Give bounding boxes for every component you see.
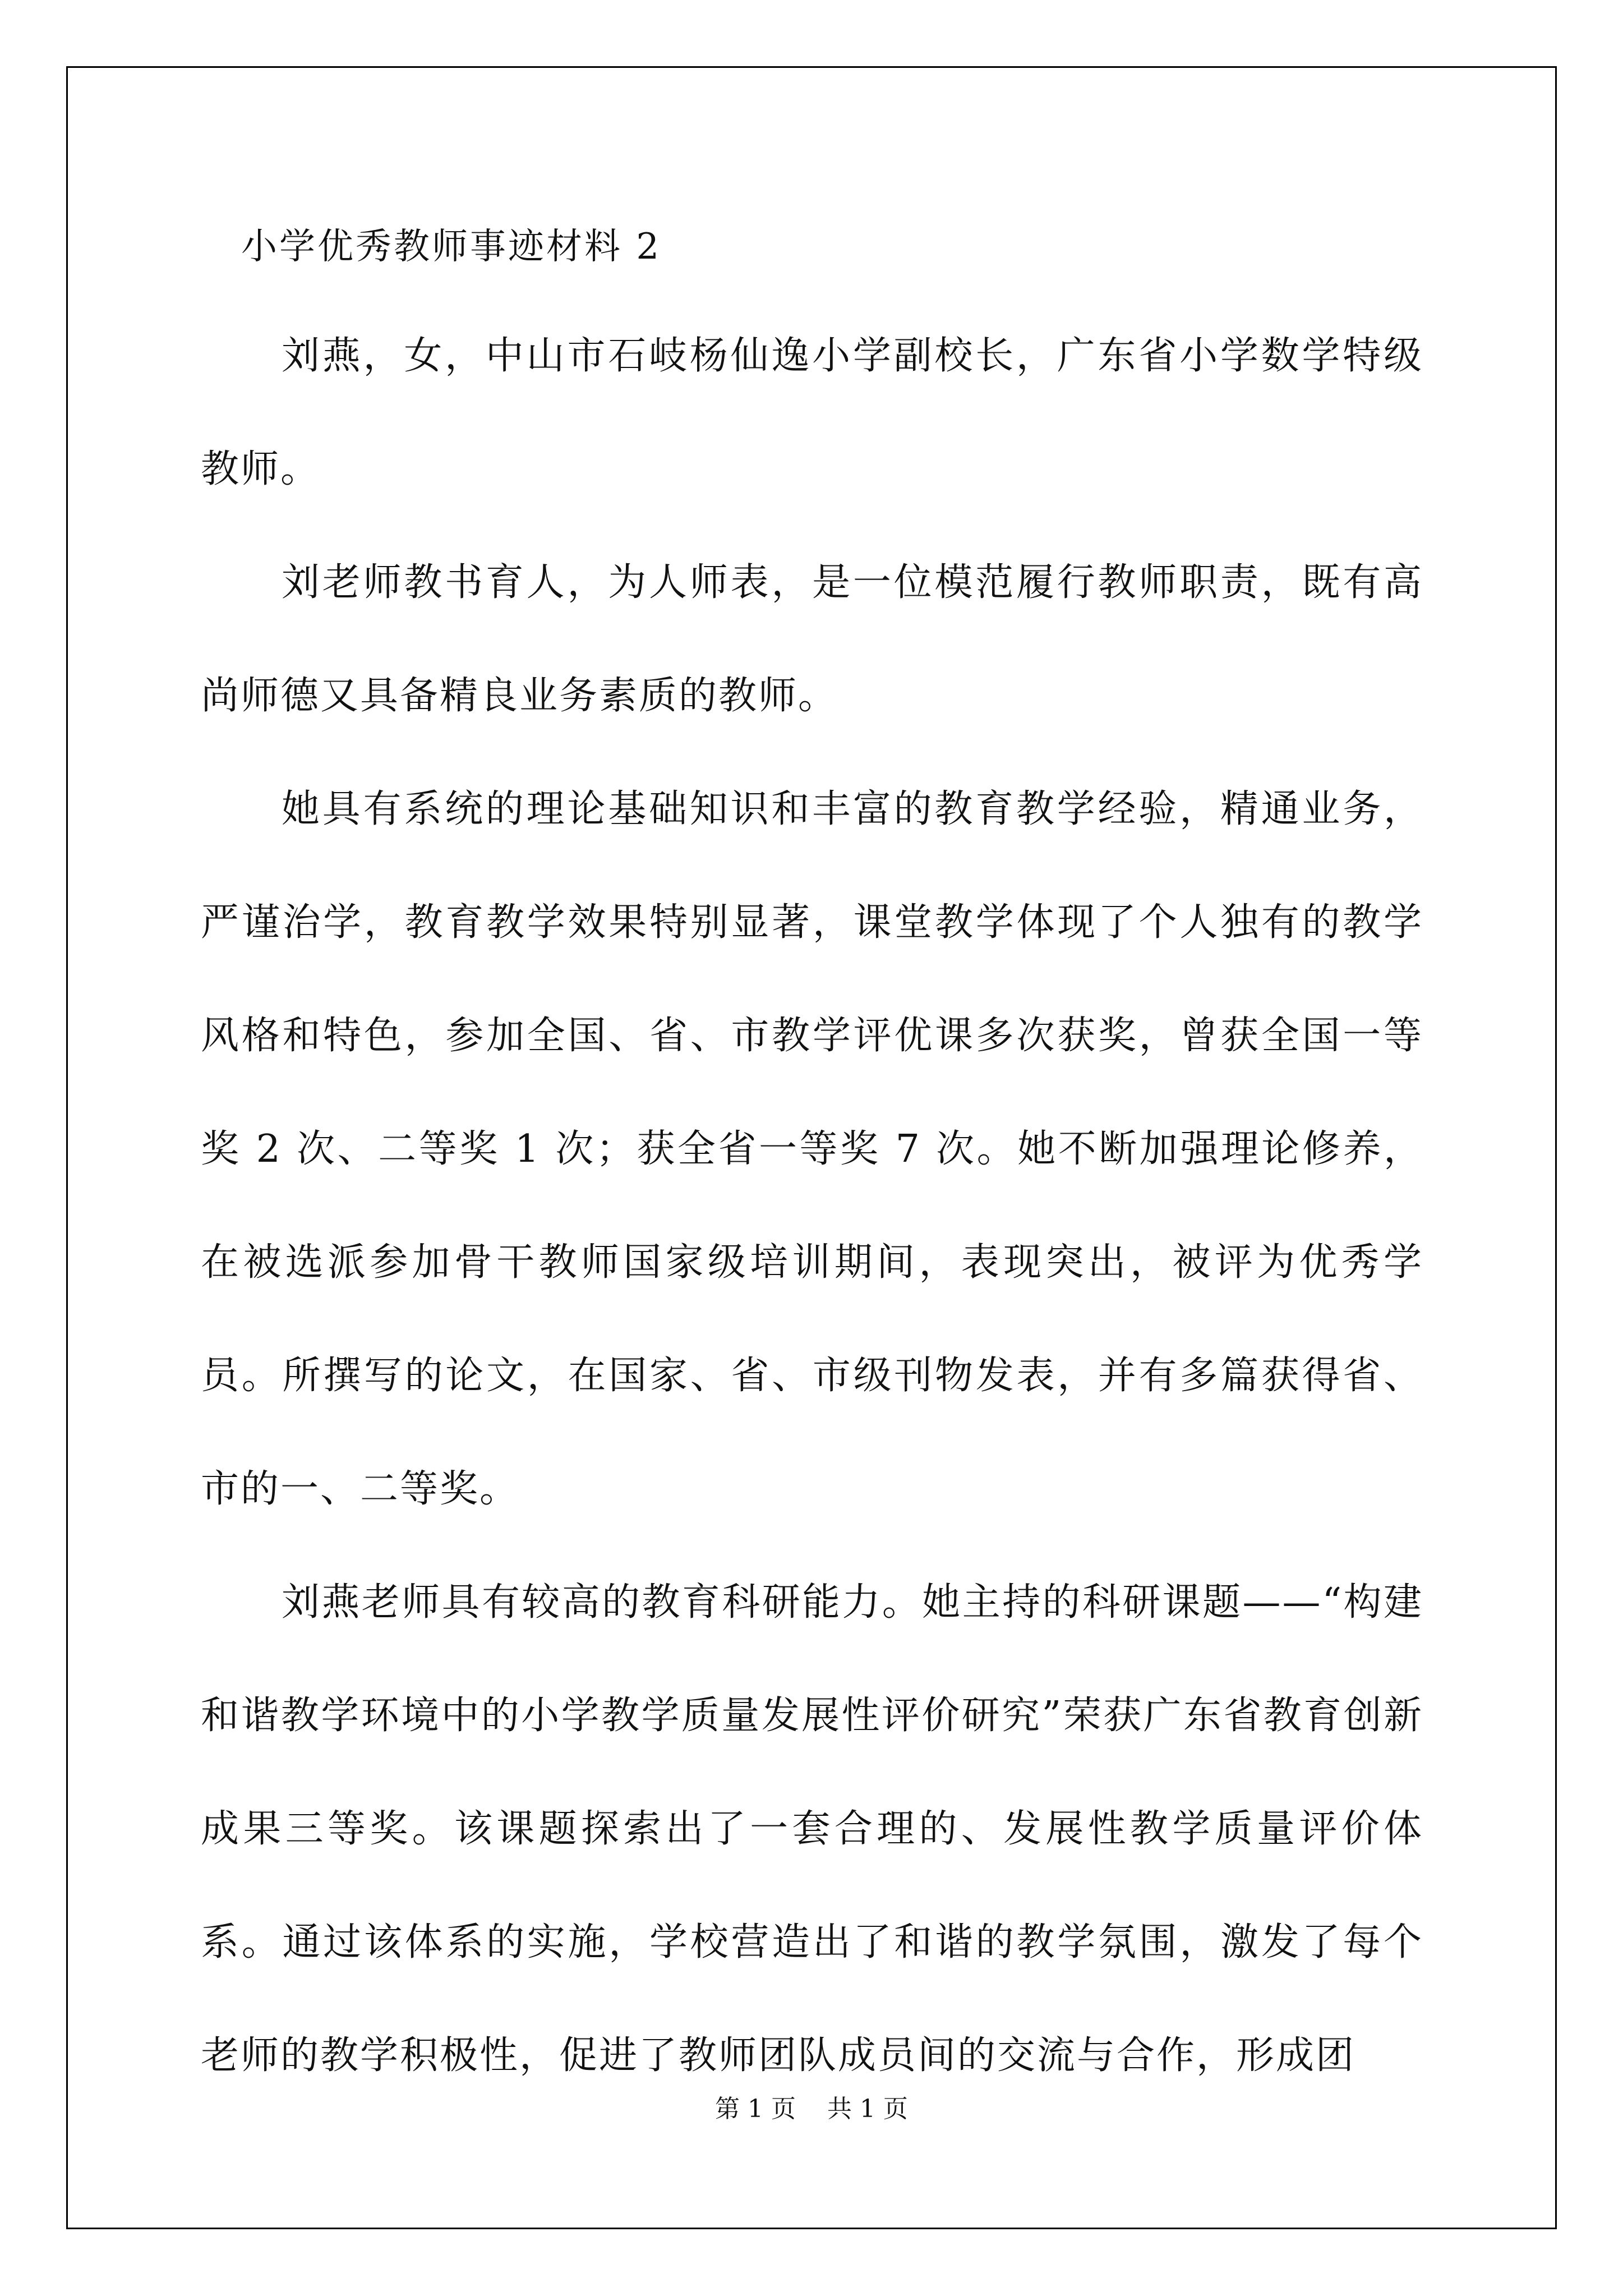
document-body <box>201 213 1423 2113</box>
paragraph-character: 刘老师教书育人，为人师表，是一位模范履行教师职责，既有高尚师德又具备精良业务素质的教师。 <box>201 560 1423 718</box>
paragraph-research: 刘燕老师具有较高的教育科研能力。她主持的科研课题——“构建和谐教学环境中的小学教学质量发展性评价研究”荣获广东省教育创新成果三等奖。该课题探索出了一套合理的、发展性教学质量评价体系。通过该体系的实施，学校营造出了和谐的教学氛围，激发了每个老师的教学积极性，促进了教师团队成员间的交流与合作，形成团 <box>201 1580 1423 2078</box>
paragraph-intro: 刘燕，女，中山市石岐杨仙逸小学副校长，广东省小学数学特级教师。 <box>201 334 1423 491</box>
document-title: 小学优秀教师事迹材料 2 <box>241 226 662 268</box>
paragraph-achievements: 她具有系统的理论基础知识和丰富的教育教学经验，精通业务，严谨治学，教育教学效果特别显著，课堂教学体现了个人独有的教学风格和特色，参加全国、省、市教学评优课多次获奖，曾获全国一等奖 2 次、二等奖 1 次；获全省一等奖 7 次。她不断加强理论修养，在被选派参加骨干教师国家级培训期间，表现突出，被评为优秀学员。所撰写的论文，在国家、省、市级刊物发表，并有多篇获得省、市的一、二等奖。 <box>201 787 1423 1511</box>
page-footer: 第 1 页 共 1 页 <box>715 2095 908 2123</box>
